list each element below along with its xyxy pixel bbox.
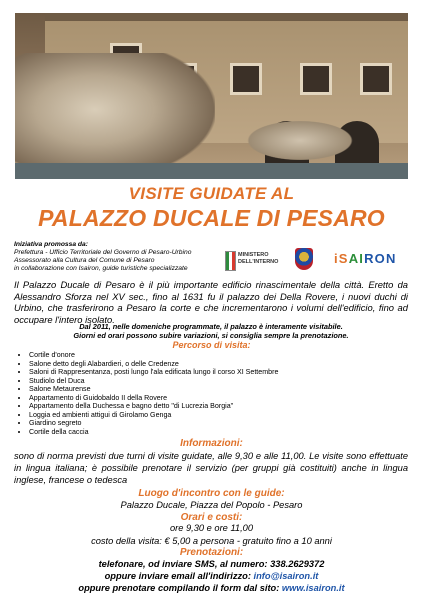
prenotazioni-heading: Prenotazioni: xyxy=(179,547,244,558)
percorso-heading: Percorso di visita: xyxy=(172,340,251,350)
intro-paragraph: Il Palazzo Ducale di Pesaro è il più importante edificio rinascimentale della città. Eretto da Alessandro Sforza nel XV sec., fino al 1631 fu il palazzo dei Della Rovere, i nuovi duchi di Urbino, che trasferirono a Pesaro la corte e che incrementarono i volumi dell'edificio, fino ad occupare l'intero isolato. xyxy=(14,279,408,325)
crest-icon xyxy=(295,248,313,270)
booking-site-line: oppure prenotare compilando il form dal sito: www.isairon.it xyxy=(78,583,345,593)
list-item: • Cortile della caccia xyxy=(29,428,409,437)
booking-email-line: oppure inviare email all'indirizzo: info@isairon.it xyxy=(104,571,319,581)
facade-window xyxy=(360,63,392,95)
facade-window xyxy=(300,63,332,95)
promoters-block xyxy=(14,241,229,273)
list-item: • Salone detto degli Alabardieri, o delle Credenze xyxy=(29,360,409,369)
italian-flag-icon xyxy=(225,251,236,271)
email-link[interactable]: info@isairon.it xyxy=(253,571,319,581)
promoter-line: Assessorato alla Cultura del Comune di Pesaro xyxy=(14,257,155,264)
orari-cost: costo della visita: € 5,00 a persona - gratuito fino a 10 anni xyxy=(91,536,332,546)
luogo-text: Palazzo Ducale, Piazza del Popolo - Pesaro xyxy=(120,500,303,510)
promoter-line: in collaborazione con Isairon, guide turistiche specializzate xyxy=(14,265,188,272)
facade-window xyxy=(230,63,262,95)
percorso-list xyxy=(14,351,409,436)
orari-times: ore 9,30 e ore 11,00 xyxy=(169,523,254,533)
website-link[interactable]: www.isairon.it xyxy=(281,583,345,593)
list-item: • Appartamento di Guidobaldo II della Rovere xyxy=(29,394,409,403)
ministero-logo-text: MINISTERO DELL'INTERNO xyxy=(238,252,279,265)
orari-heading: Orari e costi: xyxy=(180,512,243,523)
ministero-interno-logo xyxy=(225,249,287,273)
luogo-heading: Luogo d'incontro con le guide: xyxy=(138,488,285,499)
sea-creature-sculpture xyxy=(240,118,360,163)
isairon-logo: iSAIRON xyxy=(334,251,397,266)
list-item: • Saloni di Rappresentanza, posti lungo l'ala edificata lungo il corso XI Settembre xyxy=(29,368,409,377)
palazzo-ducale-photo xyxy=(15,13,408,179)
list-item: • Cortile d'onore xyxy=(29,351,409,360)
visit-note: Dal 2011, nelle domeniche programmate, il palazzo è interamente visitabile. Giorni ed orari possono subire variazioni, si consiglia sempre la prenotazione. xyxy=(73,322,349,340)
informazioni-text: sono di norma previsti due turni di visite guidate, alle 9,30 e alle 11,00. Le visite sono effettuate in lingua italiana; è possibile prenotare il servizio (per gruppi già costituiti) anche in lingua inglese, francese o tedesca xyxy=(14,451,408,485)
fountain-sculpture xyxy=(15,53,215,179)
list-item: • Loggia ed ambienti attigui di Girolamo Genga xyxy=(29,411,409,420)
fountain-basin xyxy=(15,163,408,179)
title-line-2: PALAZZO DUCALE DI PESARO xyxy=(38,205,385,231)
list-item: • Appartamento della Duchessa e bagno detto "di Lucrezia Borgia" xyxy=(29,402,409,411)
booking-phone-line: telefonare, od inviare SMS, al numero: 338.2629372 xyxy=(98,559,325,569)
facade-cornice xyxy=(45,13,408,21)
list-item: • Studiolo del Duca xyxy=(29,377,409,386)
list-item: • Giardino segreto xyxy=(29,419,409,428)
comune-crest-logo xyxy=(293,246,315,272)
promoters-heading: Iniziativa promossa da: xyxy=(14,241,88,248)
list-item: • Salone Metaurense xyxy=(29,385,409,394)
promoter-line: Prefettura - Ufficio Territoriale del Governo di Pesaro-Urbino xyxy=(14,249,192,256)
informazioni-heading: Informazioni: xyxy=(180,438,243,449)
phone-number: 338.2629372 xyxy=(270,559,325,569)
title-line-1: VISITE GUIDATE AL xyxy=(128,184,295,203)
